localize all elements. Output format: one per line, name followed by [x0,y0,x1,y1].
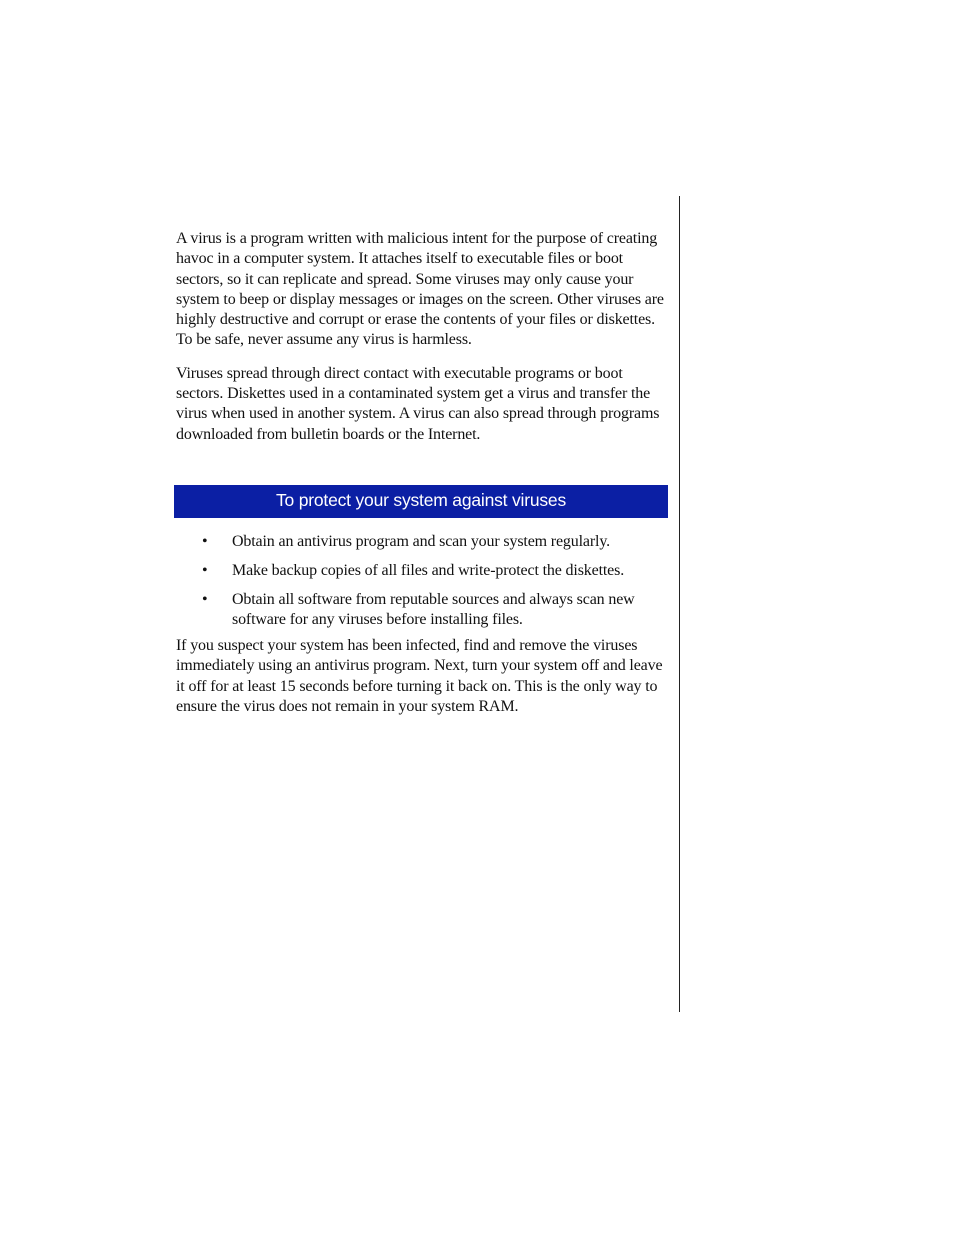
section-heading-bar [174,485,668,518]
list-item-text: Obtain all software from reputable sources and always scan new software for any viruses before installing files. [232,590,635,628]
list-item [176,561,668,581]
list-item [176,532,668,552]
section-title: To protect your system against viruses [275,490,567,510]
list-item-text: Obtain an antivirus program and scan your system regularly. [232,533,611,550]
protection-list [176,532,668,630]
intro-paragraph-2: Viruses spread through direct contact with executable programs or boot sectors. Diskettes used in a contaminated system get a virus and transfer the virus when used in another system. A virus can also spread through programs downloaded from bulletin boards or the Internet. [176,364,660,443]
bullet-icon: • [202,561,208,579]
list-item [176,590,668,631]
intro-paragraph-1: A virus is a program written with malicious intent for the purpose of creating havoc in a computer system. It attaches itself to executable files or boot sectors, so it can replicate and spread. Some viruses may only cause your system to beep or display messages or images on the screen. Other viruses are highly destructive and corrupt or erase the contents of your files or diskettes. To be safe, never assume any virus is harmless. [176,230,664,349]
closing-paragraph: If you suspect your system has been infected, find and remove the viruses immediately using an antivirus program. Next, turn your system off and leave it off for at least 15 seconds before turning it back on. This is the only way to ensure the virus does not remain in your system RAM. [176,637,663,715]
intro-section [176,229,668,445]
list-item-text: Make backup copies of all files and write-protect the diskettes. [232,561,625,579]
bullet-icon: • [202,533,208,550]
margin-rule [679,196,680,1012]
bullet-icon: • [202,590,208,608]
